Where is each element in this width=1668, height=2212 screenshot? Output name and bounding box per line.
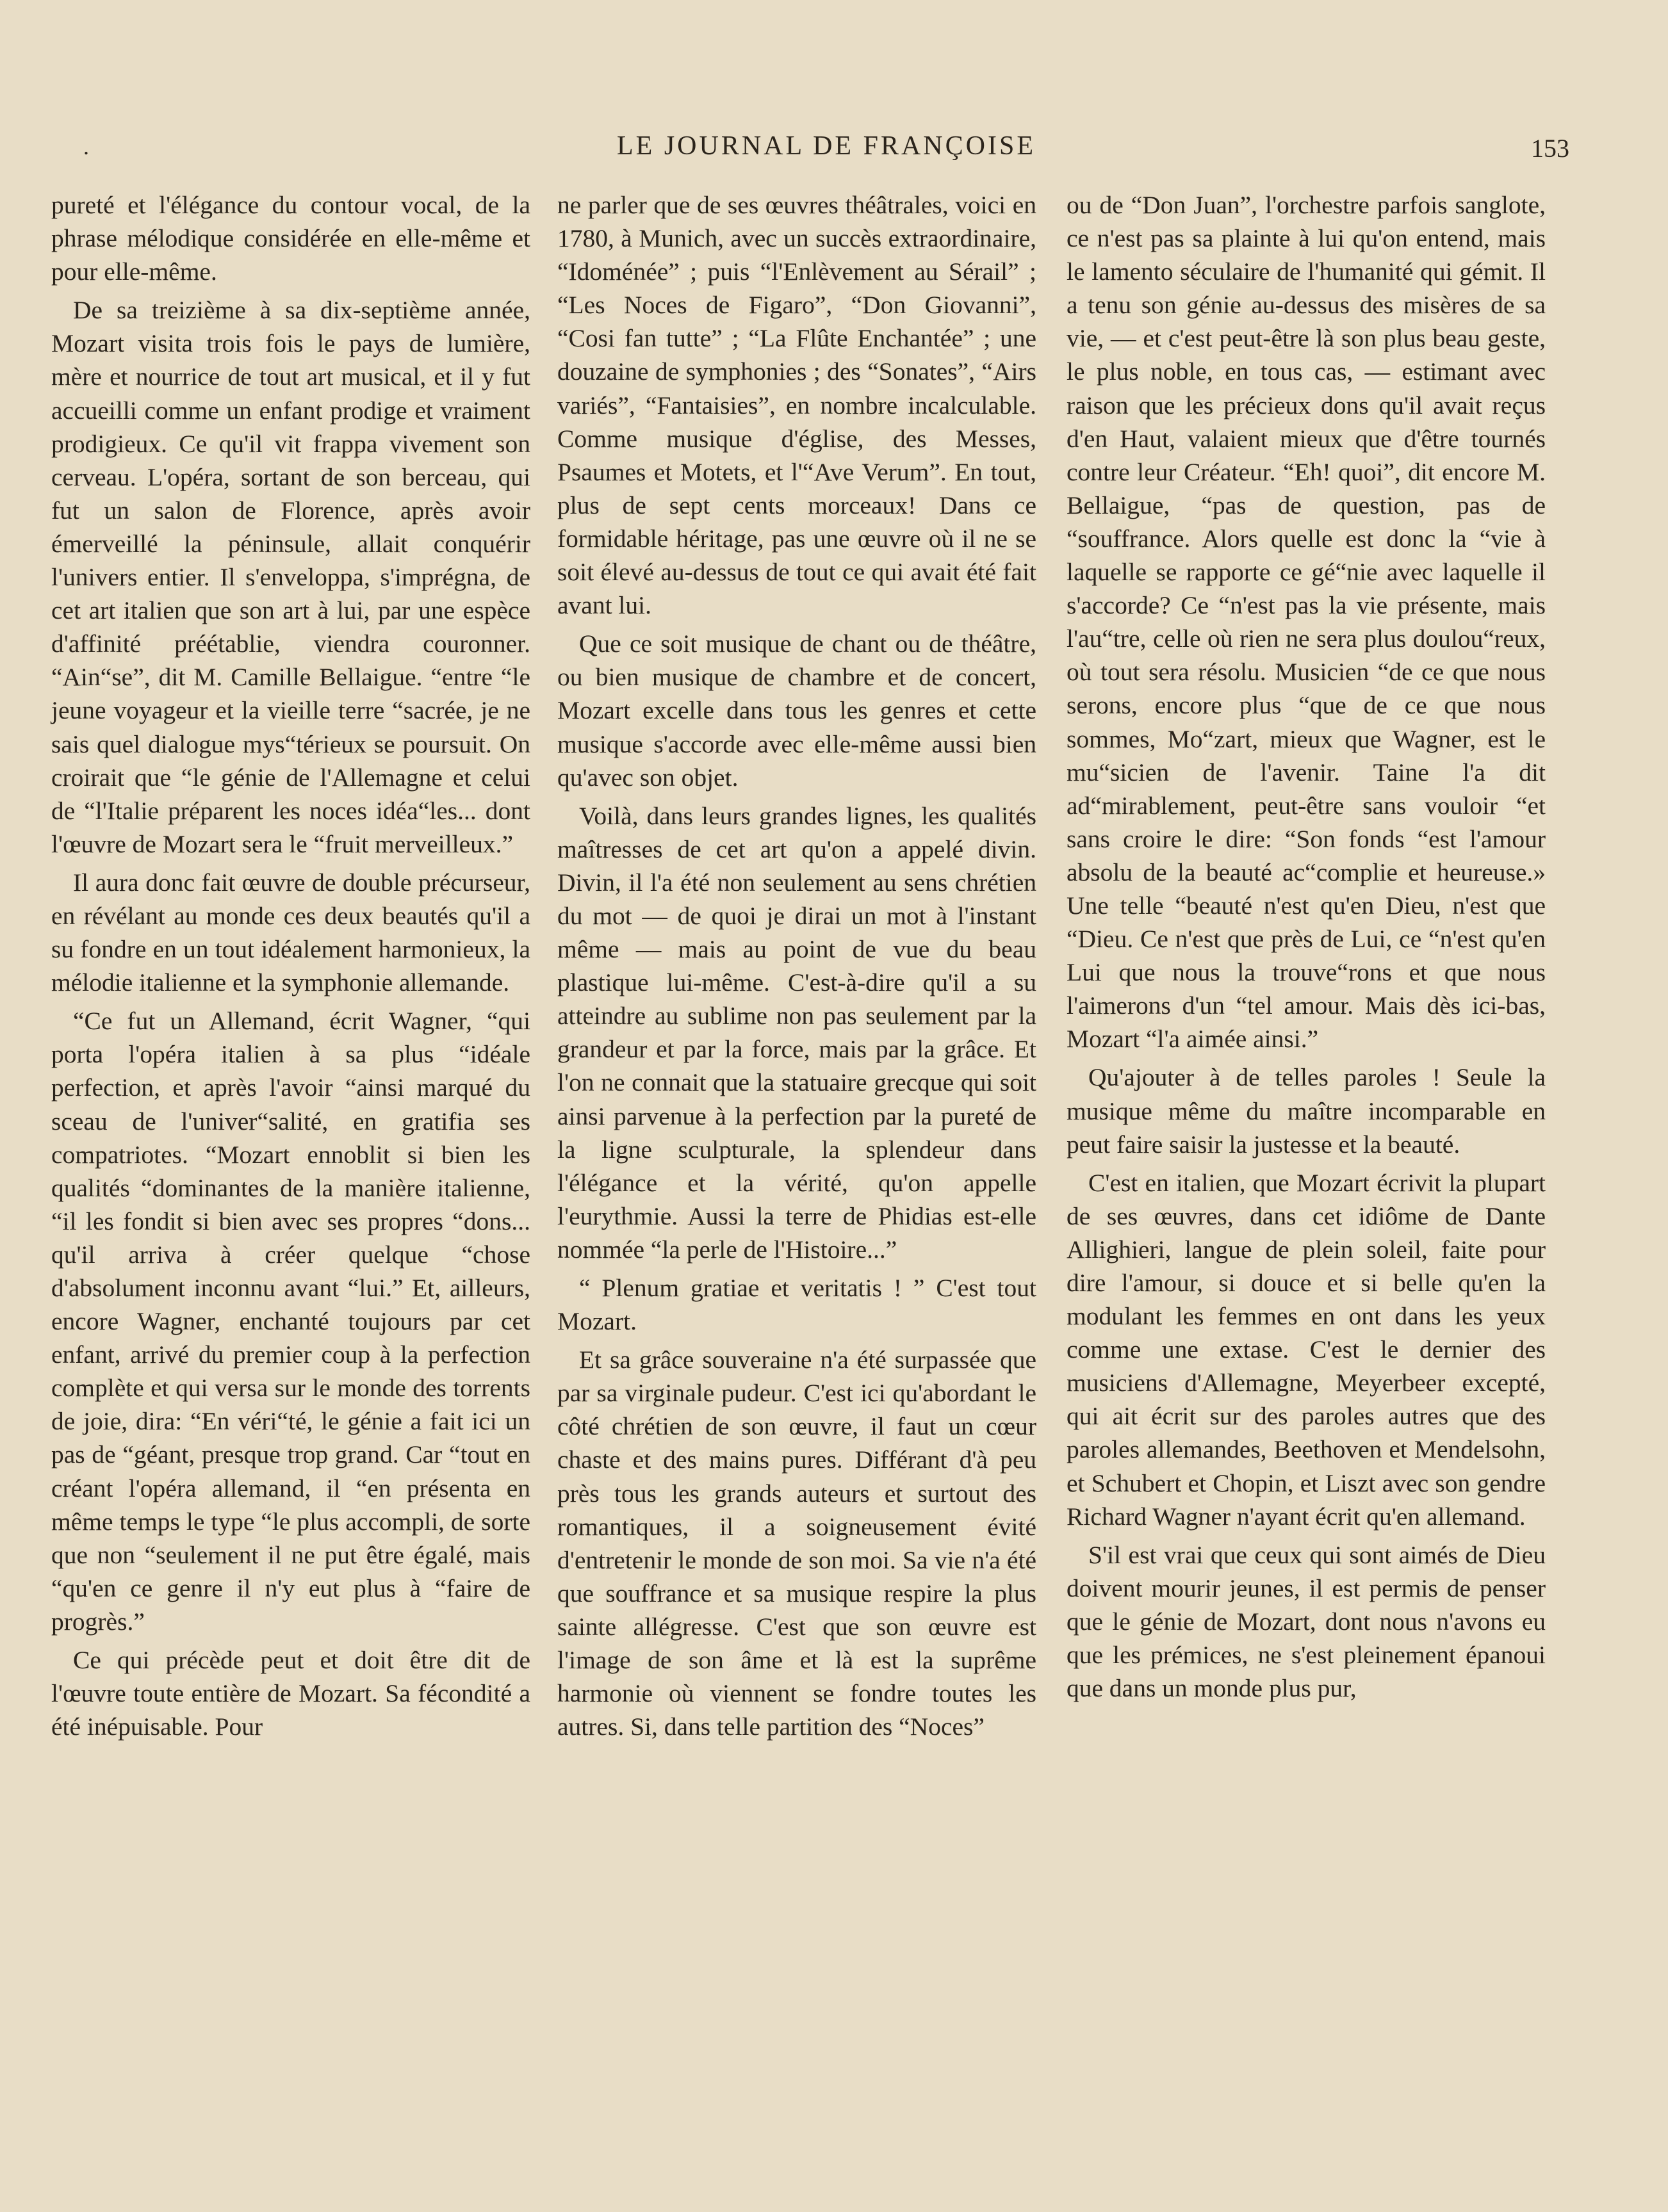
paragraph: “Ce fut un Allemand, écrit Wagner, “qui porta l'opéra italien à sa plus “idéale perfection, et après l'avoir “ainsi marqué du sceau de l'univer“salité, en gratifia ses compatriotes. “Mozart ennoblit si bien les qualités “dominantes de la manière italienne, “il les fondit si bien avec ses propres “dons... qu'il arriva à créer quelque “chose d'absolument inconnu avant “lui.” Et, ailleurs, encore Wagner, enchanté toujours par cet enfant, arrivé du premier coup à la perfection complète et qui versa sur le monde des torrents de joie, dira: “En véri“té, le génie a fait ici un pas de “géant, presque trop grand. Car “tout en créant l'opéra allemand, il “en présenta en même temps le type “le plus accompli, de sorte que non “seulement il ne put être égalé, mais “qu'en ce genre il n'y eut plus à “faire de progrès.”: [51, 1007, 530, 1636]
journal-title: LE JOURNAL DE FRANÇOISE: [617, 131, 1036, 161]
paragraph: ne parler que de ses œuvres théâtrales, voici en 1780, à Munich, avec un succès extraordinaire, “Idoménée” ; puis “l'Enlèvement au Sérail” ; “Les Noces de Figaro”, “Don Giovanni”, “Cosi fan tutte” ; “La Flûte Enchantée” ; une douzaine de symphonies ; des “Sonates”, “Airs variés”, “Fantaisies”, en nombre incalculable. Comme musique d'église, des Messes, Psaumes et Motets, et l'“Ave Verum”. En tout, plus de sept cents morceaux! Dans ce formidable héritage, pas une œuvre où il ne se soit élevé au-dessus de tout ce qui avait été fait avant lui.: [557, 191, 1036, 620]
text-column-3: [1067, 188, 1546, 1705]
running-header: [83, 127, 1569, 165]
paragraph: C'est en italien, que Mozart écrivit la plupart de ses œuvres, dans cet idiôme de Dante Allighieri, langue de plein soleil, faite pour dire l'amour, si douce et si belle qu'en la modulant les femmes en ont dans les yeux comme une extase. C'est le dernier des musiciens d'Allemagne, Meyerbeer excepté, qui ait écrit sur des paroles autres que des paroles allemandes, Beethoven et Mendelsohn, et Schubert et Chopin, et Liszt avec son gendre Richard Wagner n'ayant écrit qu'en allemand.: [1067, 1168, 1546, 1531]
paragraph: Ce qui précède peut et doit être dit de l'œuvre toute entière de Mozart. Sa fécondité a été inépuisable. Pour: [51, 1646, 530, 1741]
text-column-1: [51, 188, 530, 1743]
page-number: 153: [1531, 134, 1569, 163]
paragraph: Qu'ajouter à de telles paroles ! Seule la musique même du maître incomparable en peut faire saisir la justesse et la beauté.: [1067, 1063, 1546, 1159]
paragraph: Voilà, dans leurs grandes lignes, les qualités maîtresses de cet art qu'on a appelé divin. Divin, il l'a été non seulement au sens chrétien du mot — de quoi je dirai un mot à l'instant même — mais au point de vue du beau plastique lui-même. C'est-à-dire qu'il a su atteindre au sublime non pas seulement par la grandeur et par la force, mais par la grâce. Et l'on ne connait que la statuaire grecque qui soit ainsi parvenue à la perfection par la pureté de la ligne sculpturale, la splendeur dans l'élégance et la vérité, qu'on appelle l'eurythmie. Aussi la terre de Phidias est-elle nommée “la perle de l'Histoire...”: [557, 801, 1036, 1264]
paragraph: S'il est vrai que ceux qui sont aimés de Dieu doivent mourir jeunes, il est permis de penser que le génie de Mozart, dont nous n'avons eu que les prémices, ne s'est pleinement épanoui que dans un monde plus pur,: [1067, 1540, 1546, 1703]
paragraph: Que ce soit musique de chant ou de théâtre, ou bien musique de chambre et de concert, Mozart excelle dans tous les genres et cette musique s'accorde avec elle-même aussi bien qu'avec son objet.: [557, 630, 1036, 792]
text-column-2: [557, 188, 1036, 1743]
header-dot: .: [83, 134, 89, 159]
paragraph: Il aura donc fait œuvre de double précurseur, en révélant au monde ces deux beautés qu'il a su fondre en un tout idéalement harmonieux, la mélodie italienne et la symphonie allemande.: [51, 868, 530, 997]
paragraph: De sa treizième à sa dix-septième année, Mozart visita trois fois le pays de lumière, mère et nourrice de tout art musical, et il y fut accueilli comme un enfant prodige et vraiment prodigieux. Ce qu'il vit frappa vivement son cerveau. L'opéra, sortant de son berceau, qui fut un salon de Florence, après avoir émerveillé la péninsule, allait conquérir l'univers entier. Il s'enveloppa, s'imprégna, de cet art italien que son art à lui, par une espèce d'affinité préétablie, viendra couronner. “Ain“se”, dit M. Camille Bellaigue. “entre “le jeune voyageur et la vieille terre “sacrée, je ne sais quel dialogue mys“térieux se poursuit. On croirait que “le génie de l'Allemagne et celui de “l'Italie préparent les noces idéa“les... dont l'œuvre de Mozart sera le “fruit merveilleux.”: [51, 296, 530, 858]
paragraph: pureté et l'élégance du contour vocal, de la phrase mélodique considérée en elle-même et pour elle-même.: [51, 191, 530, 286]
paragraph: ou de “Don Juan”, l'orchestre parfois sanglote, ce n'est pas sa plainte à lui qu'on entend, mais le lamento séculaire de l'humanité qui gémit. Il a tenu son génie au-dessus des misères de sa vie, — et c'est peut-être là son plus beau geste, le plus noble, en tous cas, — estimant avec raison que les précieux dons qu'il avait reçus d'en Haut, valaient mieux que d'être tournés contre leur Créateur. “Eh! quoi”, dit encore M. Bellaigue, “pas de question, pas de “souffrance. Alors quelle est donc la “vie à laquelle se rapporte ce gé“nie avec laquelle il s'accorde? Ce “n'est pas la vie présente, mais l'au“tre, celle où rien ne sera plus doulou“reux, où tout sera résolu. Musicien “de ce que nous serons, encore plus “que de ce que nous sommes, Mo“zart, mieux que Wagner, est le mu“sicien de l'avenir. Taine l'a dit ad“mirablement, peut-être sans vouloir “et sans croire le dire: “Son fonds “est l'amour absolu de la beauté ac“complie et heureuse.» Une telle “beauté n'est qu'en Dieu, n'est que “Dieu. Ce n'est que près de Lui, ce “n'est qu'en Lui que nous la trouve“rons et que nous l'aimerons d'un “tel amour. Mais dès ici-bas, Mozart “l'a aimée ainsi.”: [1067, 191, 1546, 1053]
paragraph: Et sa grâce souveraine n'a été surpassée que par sa virginale pudeur. C'est ici qu'abordant le côté chrétien de son œuvre, il faut un cœur chaste et des mains pures. Différant d'à peu près tous les grands auteurs et surtout des romantiques, il a soigneusement évité d'entretenir le monde de son moi. Sa vie n'a été que souffrance et sa musique respire la plus sainte allégresse. C'est que son œuvre est l'image de son âme et là est la suprême harmonie où viennent se fondre toutes les autres. Si, dans telle partition des “Noces”: [557, 1346, 1036, 1741]
paragraph: “ Plenum gratiae et veritatis ! ” C'est tout Mozart.: [557, 1274, 1036, 1336]
